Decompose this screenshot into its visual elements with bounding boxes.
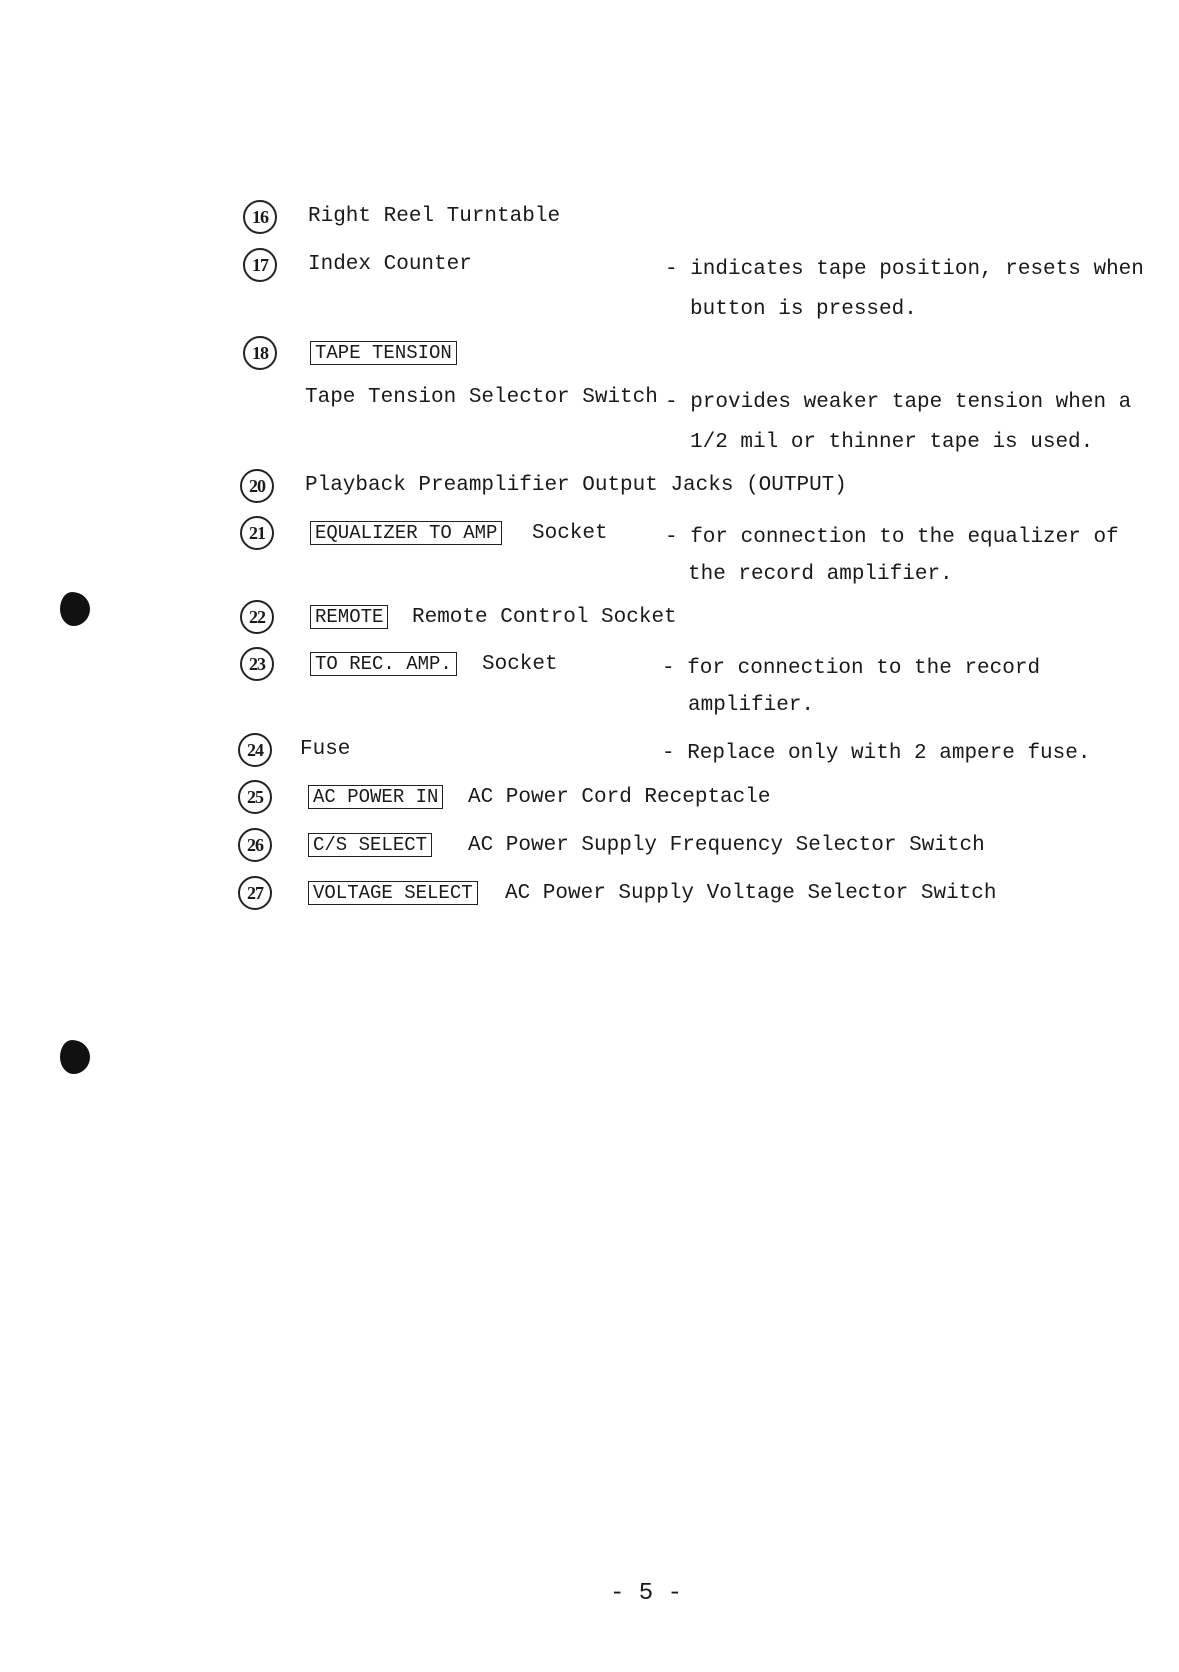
item-name: Remote Control Socket [412,606,677,629]
page-number: - 5 - [610,1580,683,1607]
item-description: - provides weaker tape tension when a [665,391,1132,414]
panel-label: REMOTE [310,605,388,629]
item-description: - indicates tape position, resets when [665,258,1144,281]
punch-hole-top [60,592,90,626]
item-number: 21 [240,516,274,550]
item-description: - Replace only with 2 ampere fuse. [662,742,1091,765]
item-description: - for connection to the equalizer of [665,526,1119,549]
item-name: Fuse [300,738,351,761]
item-name: AC Power Supply Frequency Selector Switch [468,834,985,857]
item-description: amplifier. [688,694,815,717]
item-name: AC Power Cord Receptacle [468,786,771,809]
item-name: AC Power Supply Voltage Selector Switch [505,882,997,905]
item-description: - for connection to the record [662,657,1041,680]
item-name: Right Reel Turntable [308,205,561,228]
panel-label: TO REC. AMP. [310,652,457,676]
item-number: 25 [238,780,272,814]
punch-hole-bottom [60,1040,90,1074]
item-description: button is pressed. [690,298,917,321]
item-name: Index Counter [308,253,472,276]
panel-label: TAPE TENSION [310,341,457,365]
item-number: 18 [243,336,277,370]
panel-label: C/S SELECT [308,833,432,857]
item-description: the record amplifier. [688,563,953,586]
panel-label: EQUALIZER TO AMP [310,521,502,545]
item-number: 26 [238,828,272,862]
item-number: 23 [240,647,274,681]
item-number: 16 [243,200,277,234]
item-description: 1/2 mil or thinner tape is used. [690,431,1094,454]
panel-label: AC POWER IN [308,785,443,809]
item-name: Tape Tension Selector Switch [305,386,658,409]
item-number: 20 [240,469,274,503]
item-number: 24 [238,733,272,767]
item-number: 22 [240,600,274,634]
item-number: 27 [238,876,272,910]
panel-label: VOLTAGE SELECT [308,881,478,905]
item-name: Socket [482,653,558,676]
item-name: Playback Preamplifier Output Jacks (OUTPUT) [305,474,847,497]
item-number: 17 [243,248,277,282]
item-name: Socket [532,522,608,545]
